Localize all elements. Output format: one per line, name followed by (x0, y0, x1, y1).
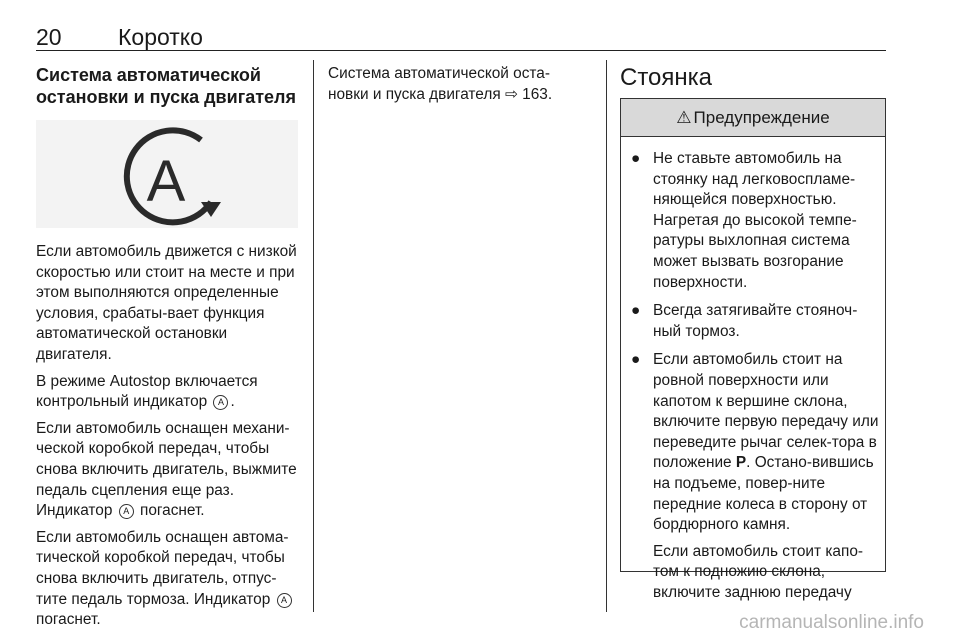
list-item: ● Не ставьте автомобиль на стоянку над легковоспламе-няющейся поверхностью. Нагретая до высокой темпе-ратуры выхлопная система может вызвать возгорание поверхности. (631, 150, 857, 291)
warning-triangle-icon: ⚠ (676, 107, 692, 127)
column-divider (313, 60, 314, 612)
column-divider (606, 60, 607, 612)
chapter-title: Коротко (118, 24, 203, 50)
list-item: ● Всегда затягивайте стояноч-ный тормоз. (631, 302, 858, 340)
page-number: 20 (36, 24, 62, 50)
header-divider (36, 50, 886, 51)
watermark: carmanualsonline.info (739, 612, 924, 633)
paragraph-2: В режиме Autostop включается контрольный индикатор A . (36, 372, 258, 411)
autostop-indicator-icon (36, 120, 298, 228)
figure-letter: A (146, 149, 186, 214)
column-right (620, 64, 886, 601)
warning-header (621, 99, 885, 137)
paragraph-3: Если автомобиль оснащен механи-ческой коробкой передач, чтобы снова включить двигатель, выжмите педаль сцепления еще раз. Индикатор A погаснет. (36, 419, 297, 520)
cross-reference: Система автоматической оста-новки и пуска двигателя ⇨ 163. (328, 65, 553, 103)
section-title-autostop: Система автоматической остановки и пуска двигателя (36, 65, 296, 107)
page-header (36, 24, 886, 52)
reference-arrow-icon: ⇨ (504, 85, 518, 103)
bullet-icon: ● (631, 351, 641, 369)
autostop-indicator-glyph: A (277, 593, 292, 608)
autostop-figure (36, 120, 298, 228)
bullet-icon: ● (631, 302, 641, 320)
paragraph-1: Если автомобиль движется с низкой скоростью или стоит на месте и при этом выполняются определенные условия, срабаты-вает функция автоматической остановки двигателя. (36, 243, 297, 363)
warning-label: Предупреждение (693, 107, 830, 127)
section-title-parking: Стоянка (620, 64, 713, 91)
gear-position-p: P (735, 454, 747, 472)
column-middle (328, 64, 590, 111)
bullet-icon: ● (631, 150, 641, 167)
list-item: ● Если автомобиль стоит на ровной поверхности или капотом к вершине склона, включите первую передачу или переведите рычаг селек-тора в положение P. Остано-вившись на подъеме, повер-ните передние колеса в сторону от бордюрного камня. Если автомобиль стоит капо-том к подножию склона, включите заднюю передачу (631, 351, 879, 601)
column-left (36, 64, 302, 637)
autostop-indicator-glyph: A (119, 504, 134, 519)
autostop-indicator-glyph: A (213, 395, 228, 410)
warning-list (621, 137, 885, 603)
paragraph-4: Если автомобиль оснащен автома-тической коробкой передач, чтобы снова включить двигатель, отпус-тите педаль тормоза. Индикатор A погаснет. (36, 528, 302, 631)
warning-box (620, 98, 886, 601)
reference-page-link[interactable]: 163. (522, 85, 553, 103)
